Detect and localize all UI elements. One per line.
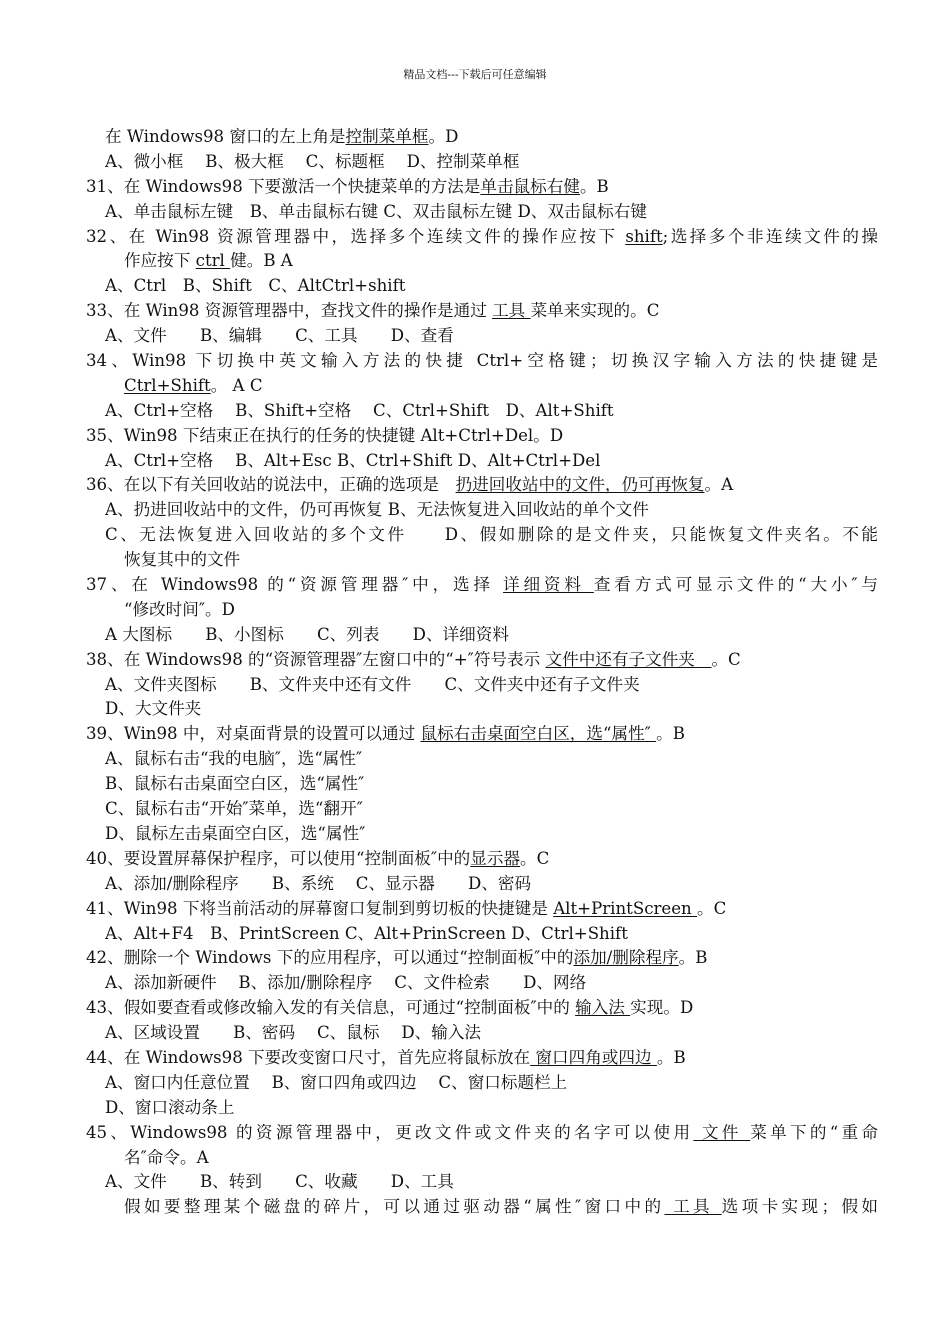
text-segment: 。B	[656, 1047, 686, 1067]
answer-blank: 控制菜单框	[345, 127, 429, 146]
text-segment: B、鼠标右击桌面空白区，选“属性″	[105, 774, 365, 794]
text-segment: 。 A C	[210, 375, 263, 395]
text-line	[86, 548, 878, 573]
text-line	[86, 747, 878, 772]
text-segment: 名″命令。A	[124, 1147, 209, 1167]
text-line	[86, 598, 878, 623]
answer-blank: shift	[625, 226, 663, 246]
text-segment: 在 Windows98 窗口的左上角是	[105, 127, 346, 146]
answer-blank: Ctrl+Shift	[124, 375, 211, 395]
answer-blank: 详细资料	[503, 575, 594, 595]
text-segment: 37、在 Windows98 的“资源管理器″中，选择	[86, 575, 504, 595]
text-line	[86, 922, 878, 947]
text-segment: A、Ctrl B、Shift C、AltCtrl+shift	[105, 276, 406, 296]
text-segment: A 大图标 B、小图标 C、列表 D、详细资料	[105, 624, 509, 644]
text-segment: 39、Win98 中，对桌面背景的设置可以通过	[86, 724, 421, 744]
text-line	[86, 299, 878, 324]
text-segment: 菜单下的“重命	[750, 1122, 878, 1142]
answer-blank: 工具	[664, 1197, 722, 1217]
text-segment: A、窗口内任意位置 B、窗口四角或四边 C、窗口标题栏上	[105, 1072, 568, 1092]
text-line	[86, 573, 878, 598]
text-segment: 恢复其中的文件	[124, 550, 241, 570]
answer-blank: 扔进回收站中的文件，仍可再恢复	[455, 475, 705, 495]
text-segment: 36、在以下有关回收站的说法中，正确的选项是	[86, 475, 456, 495]
text-segment: A、文件 B、转到 C、收藏 D、工具	[105, 1172, 454, 1192]
text-segment: 35、Win98 下结束正在执行的任务的快捷键 Alt+Ctrl+Del。D	[86, 425, 564, 445]
text-segment: 43、假如要查看或修改输入发的有关信息，可通过“控制面板″中的	[86, 998, 576, 1018]
text-line	[86, 996, 878, 1021]
text-line	[86, 697, 878, 722]
text-segment: “修改时间″。D	[124, 599, 235, 619]
text-line	[86, 673, 878, 698]
text-line	[86, 175, 878, 200]
text-segment: 31、在 Windows98 下要激活一个快捷菜单的方法是	[86, 176, 481, 196]
answer-blank: 工具	[492, 301, 531, 321]
text-segment: A、鼠标右击“我的电脑″，选“属性″	[105, 749, 363, 769]
text-segment: 33、在 Win98 资源管理器中，查找文件的操作是通过	[86, 301, 493, 321]
answer-blank: 窗口四角或四边	[530, 1047, 657, 1067]
text-line	[86, 150, 878, 175]
text-segment: C、无法恢复进入回收站的多个文件 D、假如删除的是文件夹，只能恢复文件夹名。不能	[105, 525, 878, 545]
text-line	[86, 872, 878, 897]
text-line	[86, 274, 878, 299]
text-segment: A、扔进回收站中的文件，仍可再恢复 B、无法恢复进入回收站的单个文件	[105, 500, 649, 520]
text-segment: 。B	[656, 724, 685, 744]
text-segment: ;选择多个非连续文件的操	[662, 226, 878, 246]
text-segment: A、单击鼠标左键 B、单击鼠标右键 C、双击鼠标左键 D、双击鼠标右键	[105, 201, 647, 221]
text-line	[86, 125, 878, 150]
text-line	[86, 424, 878, 449]
text-segment: 42、删除一个 Windows 下的应用程序，可以通过“控制面板″中的	[86, 948, 574, 968]
text-line	[86, 324, 878, 349]
text-segment: A、添加/删除程序 B、系统 C、显示器 D、密码	[105, 873, 532, 893]
text-line	[86, 449, 878, 474]
text-segment: A、微小框 B、极大框 C、标题框 D、控制菜单框	[105, 151, 520, 171]
page-header: 精品文档---下载后可任意编辑	[403, 68, 547, 81]
answer-blank: 文件	[693, 1122, 751, 1142]
answer-blank: Alt+PrintScreen	[553, 898, 698, 918]
text-line	[86, 797, 878, 822]
text-segment: 41、Win98 下将当前活动的屏幕窗口复制到剪切板的快捷键是	[86, 898, 554, 918]
text-line	[86, 399, 878, 424]
text-segment: 34、Win98 下切换中英文输入方法的快捷 Ctrl+空格键；切换汉字输入方法的快捷键是	[86, 351, 878, 371]
text-segment: 45、Windows98 的资源管理器中，更改文件或文件夹的名字可以使用	[86, 1122, 694, 1142]
text-line	[86, 1146, 878, 1171]
text-segment: D、鼠标左击桌面空白区，选“属性″	[105, 823, 366, 843]
text-line	[86, 1096, 878, 1121]
text-line	[86, 1046, 878, 1071]
text-segment: D、窗口滚动条上	[105, 1097, 235, 1117]
document-body	[86, 125, 878, 1220]
text-segment: 作应按下	[124, 251, 196, 271]
text-segment: A、区域设置 B、密码 C、鼠标 D、输入法	[105, 1023, 482, 1043]
text-segment: 查看方式可显示文件的“大小″与	[593, 575, 878, 595]
text-segment: C、鼠标右击“开始″菜单，选“翻开″	[105, 799, 363, 819]
text-segment: 健。B A	[230, 251, 293, 271]
text-line	[86, 374, 878, 399]
text-line	[86, 648, 878, 673]
text-segment: 44、在 Windows98 下要改变窗口尺寸，首先应将鼠标放在	[86, 1047, 531, 1067]
text-line	[86, 971, 878, 996]
text-line	[86, 349, 878, 374]
text-line	[86, 623, 878, 648]
text-segment: 。C	[711, 649, 741, 669]
text-segment: 菜单来实现的。C	[530, 301, 660, 321]
text-segment: 。B	[579, 176, 609, 196]
text-line	[86, 1021, 878, 1046]
text-line	[86, 722, 878, 747]
answer-blank: 单击鼠标右健	[480, 176, 580, 196]
text-line	[86, 822, 878, 847]
text-segment: A、Ctrl+空格 B、Alt+Esc B、Ctrl+Shift D、Alt+Ctrl+Del	[105, 450, 601, 470]
text-line	[86, 498, 878, 523]
text-line	[86, 897, 878, 922]
text-line	[86, 249, 878, 274]
text-segment: A、Ctrl+空格 B、Shift+空格 C、Ctrl+Shift D、Alt+Shift	[105, 400, 614, 420]
text-segment: 40、要设置屏幕保护程序，可以使用“控制面板″中的	[86, 848, 471, 868]
text-segment: 。C	[520, 848, 550, 868]
text-segment: 32、在 Win98 资源管理器中，选择多个连续文件的操作应按下	[86, 226, 626, 246]
text-segment: 。B	[678, 948, 708, 968]
text-segment: 。A	[704, 475, 734, 495]
text-segment: 假如要整理某个磁盘的碎片，可以通过驱动器“属性″窗口中的	[124, 1197, 665, 1217]
text-line	[86, 200, 878, 225]
text-line	[86, 946, 878, 971]
text-line	[86, 847, 878, 872]
answer-blank: 输入法	[575, 998, 631, 1018]
text-line	[86, 1170, 878, 1195]
text-segment: D、大文件夹	[105, 699, 202, 719]
text-line	[86, 523, 878, 548]
answer-blank: 添加/删除程序	[573, 948, 679, 968]
text-line	[86, 1121, 878, 1146]
text-segment: 选项卡实现；假如	[721, 1197, 879, 1217]
text-segment: 。D	[428, 127, 459, 146]
answer-blank: ctrl	[195, 251, 231, 271]
text-segment: A、文件夹图标 B、文件夹中还有文件 C、文件夹中还有子文件夹	[105, 674, 640, 694]
text-line	[86, 1071, 878, 1096]
answer-blank: 鼠标右击桌面空白区，选“属性″	[420, 724, 657, 744]
text-segment: A、添加新硬件 B、添加/删除程序 C、文件检索 D、网络	[105, 973, 587, 993]
text-line	[86, 772, 878, 797]
answer-blank: 文件中还有子文件夹	[545, 649, 712, 669]
text-segment: A、文件 B、编辑 C、工具 D、查看	[105, 326, 454, 346]
text-line	[86, 225, 878, 250]
text-segment: A、Alt+F4 B、PrintScreen C、Alt+PrinScreen D、Ctrl+Shift	[105, 923, 628, 943]
text-segment: 实现。D	[630, 998, 694, 1018]
text-segment: 38、在 Windows98 的“资源管理器″左窗口中的“+″符号表示	[86, 649, 546, 669]
text-line	[86, 1195, 878, 1220]
text-segment: 。C	[697, 898, 727, 918]
text-line	[86, 473, 878, 498]
answer-blank: 显示器	[470, 848, 521, 868]
